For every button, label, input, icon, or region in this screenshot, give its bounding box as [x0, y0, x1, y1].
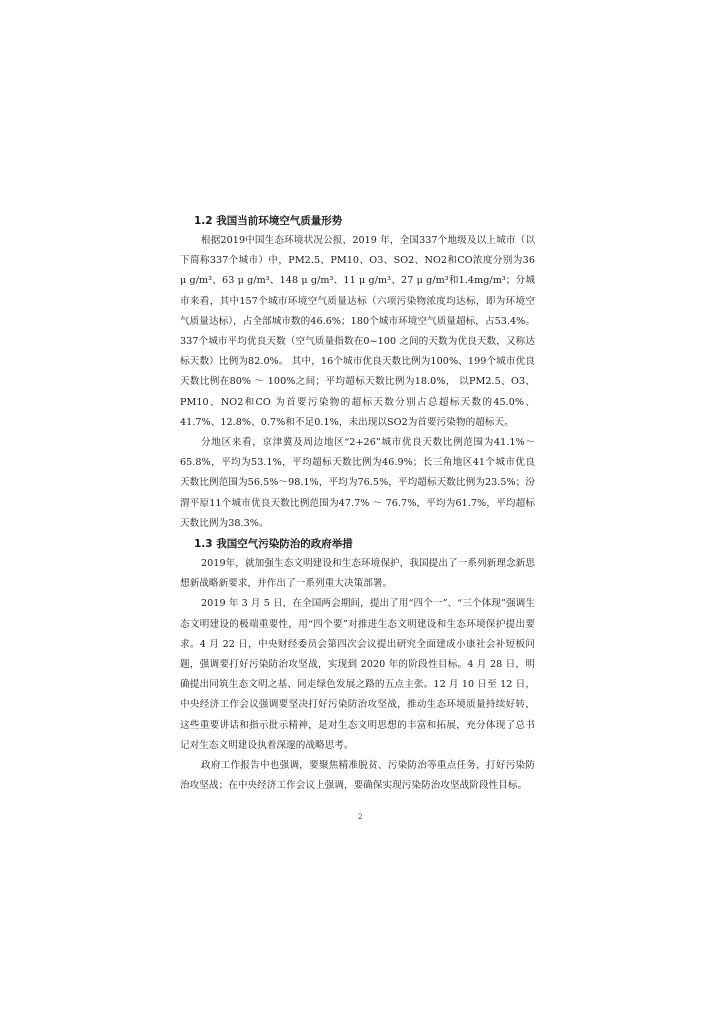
paragraph: 分地区来看，京津冀及周边地区“2+26”城市优良天数比例范围为41.1%～65.8%，平均为53.1%，平均超标天数比例为46.9%；长三角地区41个城市优良天数比例范围为56.5%～98.1%，平均为76.5%，平均超标天数比例为23.5%；汾渭平原11个城市优良天数比例范围为47.7% ～ 76.7%，平均为61.7%，平均超标天数比例为38.3%。	[180, 437, 535, 529]
paragraph: 2019 年 3 月 5 日，在全国两会期间，提出了用“四个一”、“三个体现”强调生态文明建设的极端重要性，用“四个要”对推进生态文明建设和生态环境保护提出要求。4 月 22 日，中央财经委员会第四次会议提出研究全面建成小康社会补短板问题，强调要打好污染防治攻坚战，实现到 2020 年的阶段性目标。4 月 28 日，明确提出同筑生态文明之基、同走绿色发展之路的五点主张。12 月 10 日至 12 日，中央经济工作会议强调要坚决打好污染防治攻坚战，推动生态环境质量持续好转，这些重要讲话和指示批示精神，是对生态文明思想的丰富和拓展，充分体现了总书记对生态文明建设执着深邃的战略思考。	[180, 598, 535, 751]
paragraph: 2019年，就加强生态文明建设和生态环境保护，我国提出了一系列新理念新思想新战略新要求，并作出了一系列重大决策部署。	[180, 558, 535, 590]
paragraph: 根据2019中国生态环境状况公报，2019 年，全国337个地级及以上城市（以下简称337个城市）中，PM2.5、PM10、O3、SO2、NO2和CO浓度分别为36 μ g/m³、63 μ g/m³、148 μ g/m³、11 μ g/m³、27 μ g/m³和1.4mg/m³；分城市来看，其中157个城市环境空气质量达标（六项污染物浓度均达标，即为环境空气质量达标），占全部城市数的46.6%；180个城市环境空气质量超标，占53.4%。337个城市平均优良天数（空气质量指数在0~100 之间的天数为优良天数，又称达标天数）比例为82.0%。 其中，16个城市优良天数比例为100%、199个城市优良天数比例在80% ～ 100%之间；平均超标天数比例为18.0%， 以PM2.5、O3、PM10、NO2和CO 为首要污染物的超标天数分别占总超标天数的45.0%、41.7%、12.8%、0.7%和不足0.1%，未出现以SO2为首要污染物的超标天。	[180, 235, 535, 428]
section-heading-1-2: 1.2 我国当前环境空气质量形势	[194, 215, 343, 227]
page-content	[180, 211, 535, 796]
paragraph: 政府工作报告中也强调，要聚焦精准脱贫、污染防治等重点任务，打好污染防治攻坚战；在中央经济工作会议上强调，要确保实现污染防治攻坚战阶段性目标。	[180, 760, 535, 792]
section-heading-1-3: 1.3 我国空气污染防治的政府举措	[194, 538, 353, 551]
page-number: 2	[358, 813, 363, 821]
